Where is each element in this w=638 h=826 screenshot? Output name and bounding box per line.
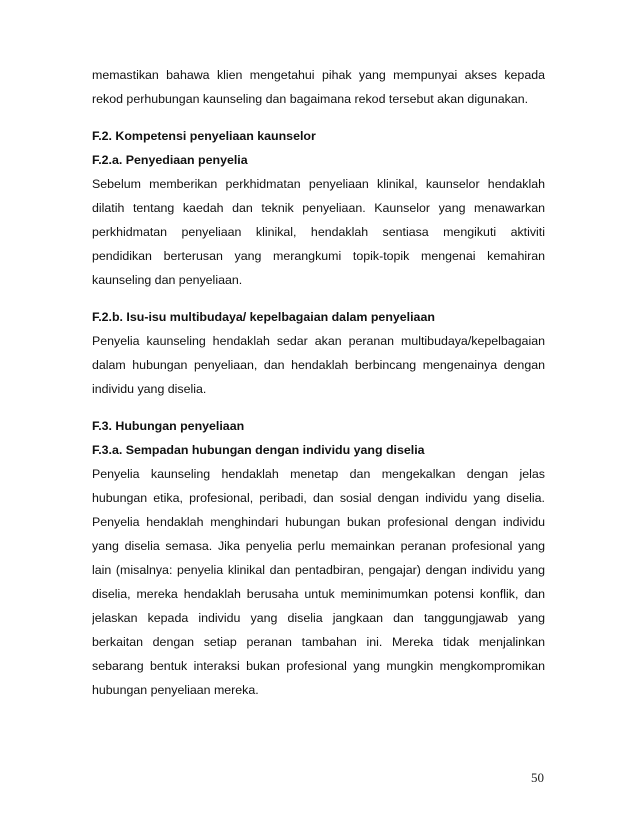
subsection-heading: F.2.a. Penyediaan penyelia	[92, 153, 248, 167]
paragraph-gap	[92, 401, 545, 414]
text-line: pendidikan berterusan yang merangkumi topik-topik mengenai kemahiran	[92, 249, 545, 263]
text-line: dilatih tentang kaedah dan teknik penyeliaan. Kaunselor yang menawarkan	[92, 201, 545, 215]
subsection-heading: F.3.a. Sempadan hubungan dengan individu yang diselia	[92, 443, 425, 457]
text-line: Penyelia kaunseling hendaklah sedar akan peranan multibudaya/kepelbagaian	[92, 334, 545, 348]
paragraph-gap	[92, 111, 545, 124]
page-number: 50	[531, 770, 544, 785]
text-line: sebarang bentuk interaksi bukan profesional yang mungkin mengkompromikan	[92, 659, 545, 673]
text-line: memastikan bahawa klien mengetahui pihak yang mempunyai akses kepada	[92, 68, 545, 82]
text-line: perkhidmatan penyeliaan klinikal, hendaklah sentiasa mengikuti aktiviti	[92, 225, 545, 239]
text-line: Penyelia hendaklah menghindari hubungan bukan profesional dengan individu	[92, 515, 545, 529]
text-line: diselia, mereka hendaklah berusaha untuk meminimumkan potensi konflik, dan	[92, 587, 545, 601]
text-line: kaunseling dan penyeliaan.	[92, 273, 243, 287]
subsection-heading: F.2.b. Isu-isu multibudaya/ kepelbagaian dalam penyeliaan	[92, 310, 435, 324]
text-line: yang diselia semasa. Jika penyelia perlu memainkan peranan profesional yang	[92, 539, 545, 553]
text-line: individu yang diselia.	[92, 382, 207, 396]
paragraph-gap	[92, 292, 545, 305]
text-line: hubungan penyeliaan mereka.	[92, 683, 259, 697]
document-page	[92, 63, 545, 702]
section-heading: F.2. Kompetensi penyeliaan kaunselor	[92, 129, 316, 143]
text-line: jelaskan kepada individu yang diselia jangkaan dan tanggungjawab yang	[92, 611, 545, 625]
text-line: Penyelia kaunseling hendaklah menetap dan mengekalkan dengan jelas	[92, 467, 545, 481]
text-line: hubungan etika, profesional, peribadi, dan sosial dengan individu yang diselia.	[92, 491, 545, 505]
text-line: rekod perhubungan kaunseling dan bagaimana rekod tersebut akan digunakan.	[92, 92, 529, 106]
text-line: dalam hubungan penyeliaan, dan hendaklah berbincang mengenainya dengan	[92, 358, 545, 372]
section-heading: F.3. Hubungan penyeliaan	[92, 419, 245, 433]
text-line: lain (misalnya: penyelia klinikal dan pentadbiran, pengajar) dengan individu yang	[92, 563, 545, 577]
text-line: berkaitan dengan setiap peranan tambahan ini. Mereka tidak menjalinkan	[92, 635, 545, 649]
text-line: Sebelum memberikan perkhidmatan penyeliaan klinikal, kaunselor hendaklah	[92, 177, 545, 191]
